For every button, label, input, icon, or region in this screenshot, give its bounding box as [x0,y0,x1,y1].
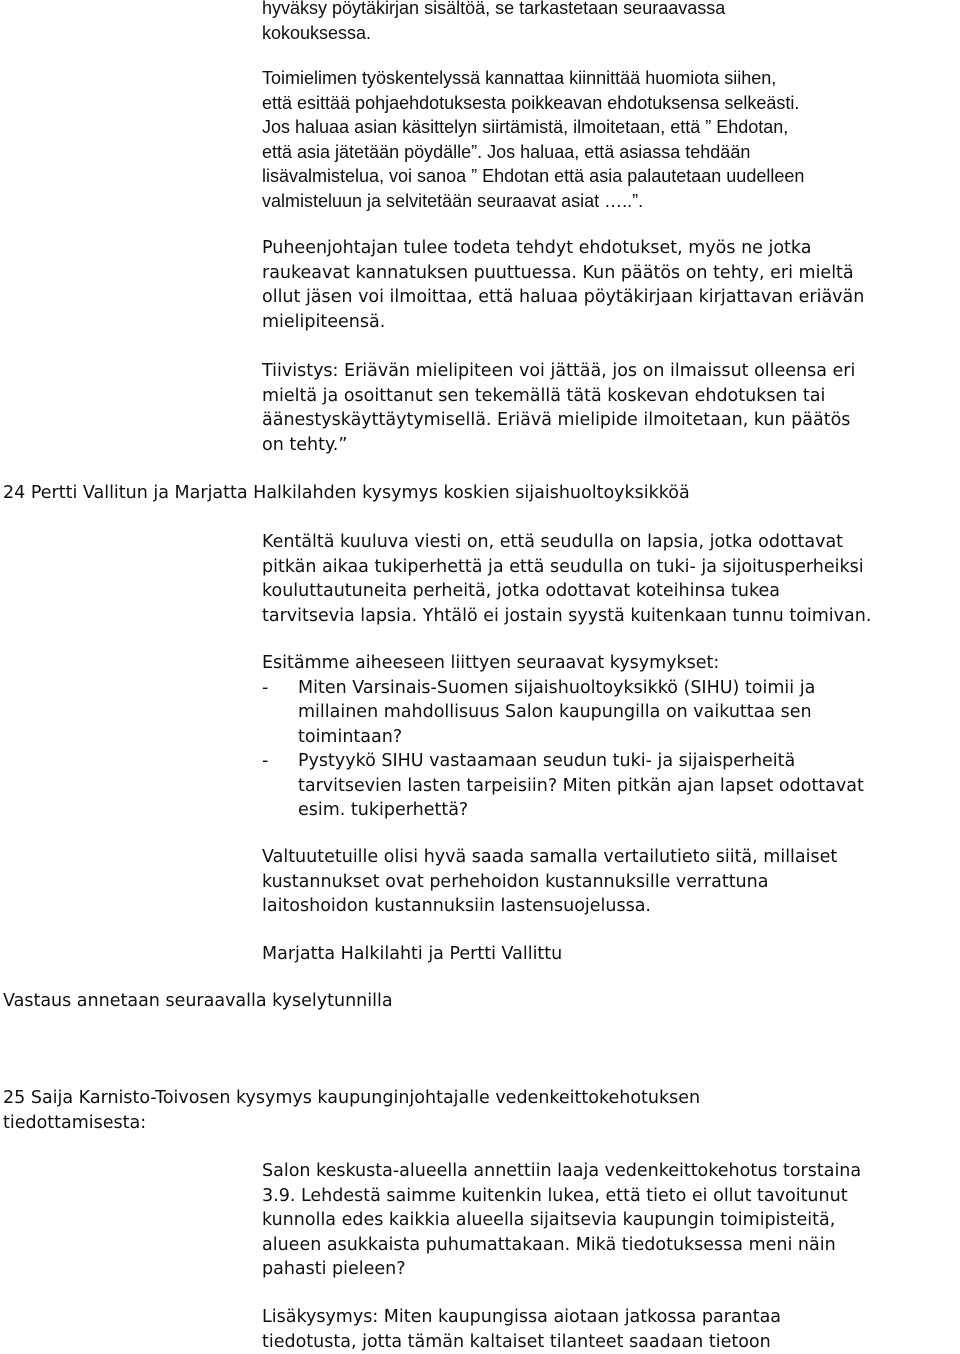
list-item [262,749,954,823]
list-bullet: - [262,677,269,698]
text-line: pahasti pieleen? [262,1259,406,1279]
text-line: alueen asukkaista puhumattakaan. Mikä tiedotuksessa meni näin [262,1234,836,1255]
paragraph-minutes-review [262,0,954,45]
paragraph-proposal-guidance [262,66,954,213]
paragraph-boil-water-notice [262,1159,954,1282]
heading-text: 25 Saija Karnisto-Toivosen kysymys kaupunginjohtajalle vedenkeittokehotuksen [3,1088,701,1108]
text-line: 3.9. Lehdestä saimme kuitenkin lukea, että tieto ei ollut tavoitunut [262,1185,848,1206]
text-line: Lisäkysymys: Miten kaupungissa aiotaan jatkossa parantaa [262,1307,782,1327]
text-line: tarvitsevien lasten tarpeisiin? Miten pitkän ajan lapset odottavat [298,775,864,796]
text-line: Pystyykö SIHU vastaamaan seudun tuki- ja sijaisperheitä [298,751,796,771]
text-line: laitoshoidon kustannuksiin lastensuojelussa. [262,896,651,916]
paragraph-chair-duties [262,236,954,334]
text-line: toimintaan? [298,726,403,747]
text-line: kouluttautuneita perheitä, jotka odottavat koteihinsa tukea [262,581,780,601]
paragraph-additional-question [262,1305,954,1354]
paragraph-cost-comparison [262,845,954,919]
text-line: että asia jätetään pöydälle”. Jos haluaa, että asiassa tehdään [262,141,751,162]
text-line: Toimielimen työskentelyssä kannattaa kiinnittää huomiota siihen, [262,68,777,88]
paragraph-summary [262,359,954,457]
text-line: esim. tukiperhettä? [298,800,469,820]
list-item-text [298,749,954,823]
text-line: Miten Varsinais-Suomen sijaishuoltoyksikkö (SIHU) toimii ja [298,677,816,698]
text-line: Valtuutetuille olisi hyvä saada samalla vertailutieto siitä, millaiset [262,847,838,867]
text-line: hyväksy pöytäkirjan sisältöä, se tarkastetaan seuraavassa [262,0,726,18]
text-line: että esittää pohjaehdotuksesta poikkeavan ehdotuksensa selkeästi. [262,92,800,113]
text-line: mieltä ja osoittanut sen tekemällä tätä koskevan ehdotuksen tai [262,385,826,406]
text-line: Puheenjohtajan tulee todeta tehdyt ehdotukset, myös ne jotka [262,238,812,258]
text-line: valmisteluun ja selvitetään seuraavat asiat …..”. [262,190,644,211]
text-line: äänestyskäyttäytymisellä. Eriävä mielipide ilmoitetaan, kun päätös [262,410,851,430]
text-line: Jos haluaa asian käsittelyn siirtämistä, ilmoitetaan, että ” Ehdotan, [262,117,789,137]
text-line: millainen mahdollisuus Salon kaupungilla on vaikuttaa sen [298,702,812,722]
text-line: Tiivistys: Eriävän mielipiteen voi jättää, jos on ilmaissut olleensa eri [262,361,856,381]
list-bullet: - [262,751,269,771]
text-line: tarvitsevia lapsia. Yhtälö ei jostain syystä kuitenkaan tunnu toimivan. [262,605,872,626]
text-line: kokouksessa. [262,22,372,43]
text-line: kustannukset ovat perhehoidon kustannuksille verrattuna [262,871,769,892]
text-line: mielipiteensä. [262,311,386,332]
text-line: raukeavat kannatuksen puuttuessa. Kun päätös on tehty, eri mieltä [262,262,854,283]
list-item-text [298,676,954,750]
text-line: on tehty.” [262,434,348,455]
list-item [262,676,954,750]
paragraph-field-message [262,530,954,628]
signature [262,942,954,967]
answer-note [3,989,943,1014]
text-line: ollut jäsen voi ilmoittaa, että haluaa pöytäkirjaan kirjattavan eriävän [262,287,865,307]
question-list-block [262,651,954,823]
section-heading-24 [3,481,943,506]
text-line: Salon keskusta-alueella annettiin laaja vedenkeittokehotus torstaina [262,1161,862,1181]
section-heading-25 [3,1086,943,1135]
heading-text: tiedottamisesta: [3,1112,147,1133]
text-line: lisävalmistelua, voi sanoa ” Ehdotan että asia palautetaan uudelleen [262,166,805,186]
text-line: Kentältä kuuluva viesti on, että seudulla on lapsia, jotka odottavat [262,532,844,552]
answer-note-text: Vastaus annetaan seuraavalla kyselytunnilla [3,991,393,1011]
text-line: kunnolla edes kaikkia alueella sijaitsevia kaupungin toimipisteitä, [262,1210,836,1230]
text-line: tiedotusta, jotta tämän kaltaiset tilanteet saadaan tietoon [262,1331,771,1352]
text-line: pitkän aikaa tukiperhettä ja että seudulla on tuki- ja sijoitusperheiksi [262,556,864,577]
list-intro: Esitämme aiheeseen liittyen seuraavat kysymykset: [262,653,720,673]
heading-text: 24 Pertti Vallitun ja Marjatta Halkilahden kysymys koskien sijaishuoltoyksikköä [3,483,690,503]
signature-text: Marjatta Halkilahti ja Pertti Vallittu [262,944,563,964]
